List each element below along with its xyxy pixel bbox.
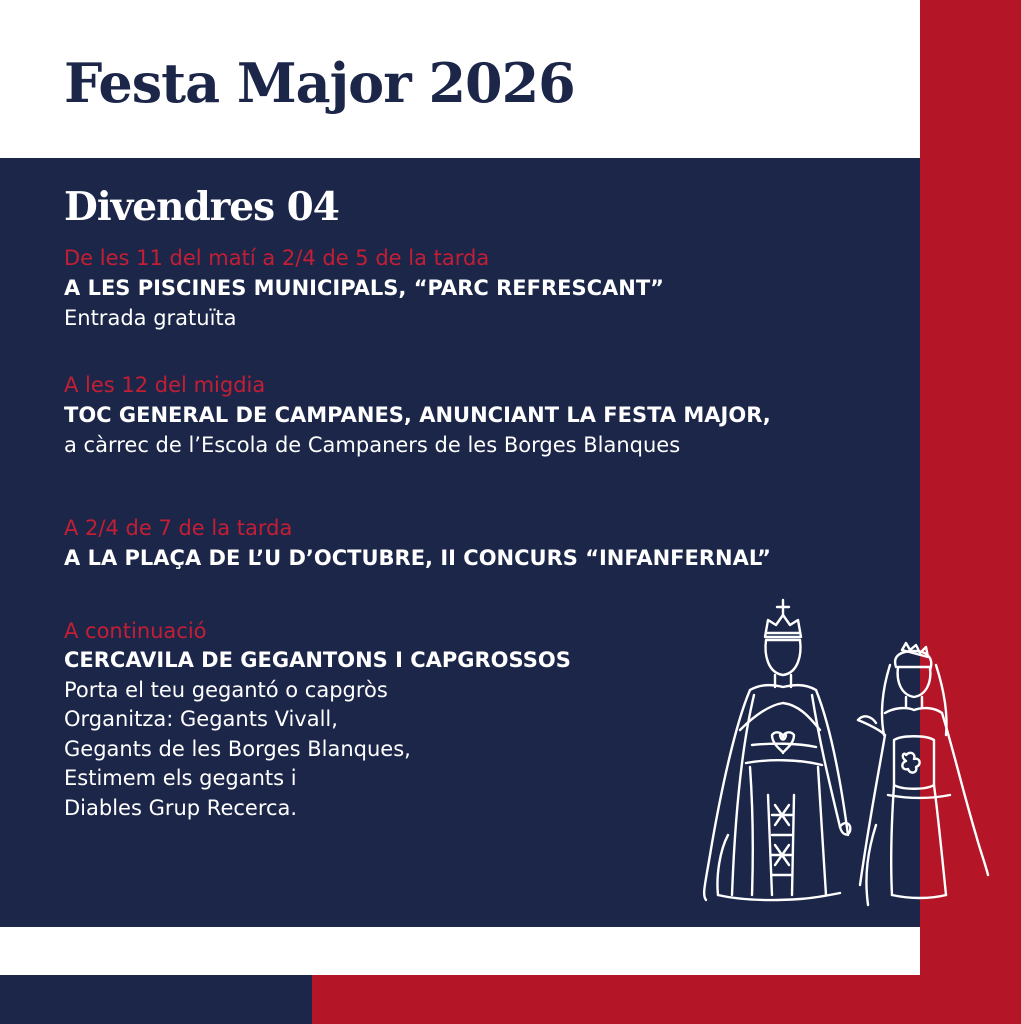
event-detail: Porta el teu gegantó o capgròs	[64, 677, 388, 702]
king-giant-icon	[704, 600, 850, 900]
event-item	[64, 513, 904, 573]
page-title: Festa Major 2026	[64, 51, 575, 115]
queen-giant-icon	[858, 643, 988, 905]
event-item	[64, 243, 904, 333]
event-time: A continuació	[64, 619, 207, 643]
event-detail: Gegants de les Borges Blanques,	[64, 736, 411, 761]
event-detail: Organitza: Gegants Vivall,	[64, 707, 338, 731]
giants-illustration-icon	[680, 595, 1000, 930]
event-time: De les 11 del matí a 2/4 de 5 de la tarda	[64, 246, 490, 270]
event-detail: a càrrec de l’Escola de Campaners de les Borges Blanques	[64, 433, 681, 457]
navy-bottom-block	[0, 975, 312, 1024]
event-title: CERCAVILA DE GEGANTONS I CAPGROSSOS	[64, 648, 571, 672]
event-title: A LA PLAÇA DE L’U D’OCTUBRE, II CONCURS “INFANFERNAL”	[64, 546, 771, 570]
event-detail: Diables Grup Recerca.	[64, 795, 298, 820]
event-time: A les 12 del migdia	[64, 373, 266, 397]
event-detail: Estimem els gegants i	[64, 766, 297, 790]
event-title: TOC GENERAL DE CAMPANES, ANUNCIANT LA FESTA MAJOR,	[64, 403, 771, 427]
event-detail: Entrada gratuïta	[64, 306, 237, 330]
event-time: A 2/4 de 7 de la tarda	[64, 516, 293, 540]
white-bottom-strip	[0, 927, 920, 975]
red-bottom-stripe	[312, 975, 1021, 1024]
day-heading: Divendres 04	[64, 184, 339, 230]
event-title: A LES PISCINES MUNICIPALS, “PARC REFRESCANT”	[64, 276, 664, 300]
event-item	[64, 370, 904, 460]
